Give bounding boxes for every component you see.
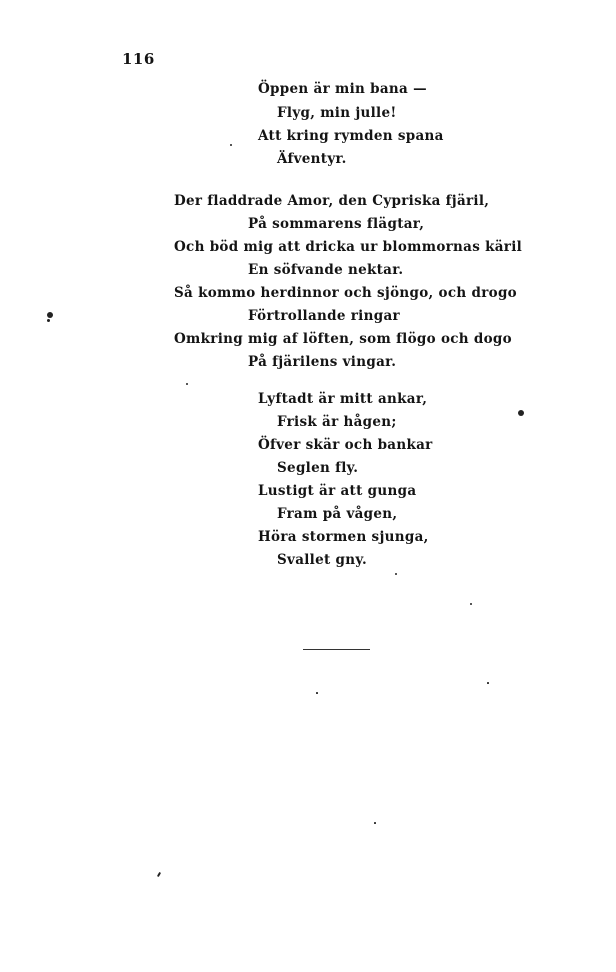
- poem-line: Lyftadt är mitt ankar,: [258, 391, 428, 407]
- poem-line: Och böd mig att dricka ur blommornas käril: [174, 239, 523, 255]
- ink-speck: [230, 144, 232, 146]
- ink-speck: [487, 682, 489, 684]
- poem-line: Äfventyr.: [277, 151, 347, 167]
- poem-line: Lustigt är att gunga: [258, 483, 417, 499]
- poem-line: På fjärilens vingar.: [248, 354, 397, 370]
- end-rule: [303, 649, 370, 650]
- ink-speck: [374, 822, 376, 824]
- poem-line: Flyg, min julle!: [277, 105, 397, 121]
- ink-speck: [518, 410, 524, 416]
- poem-line: Öfver skär och bankar: [258, 437, 433, 453]
- ink-speck: [157, 872, 161, 877]
- poem-line: Seglen fly.: [277, 460, 359, 476]
- poem-line: Att kring rymden spana: [258, 128, 444, 144]
- poem-line: Fram på vågen,: [277, 506, 398, 522]
- page-number: 116: [122, 50, 155, 68]
- ink-speck: [470, 603, 472, 605]
- ink-speck: [47, 319, 50, 322]
- ink-speck: [316, 692, 318, 694]
- ink-speck: [186, 383, 188, 385]
- poem-line: Svallet gny.: [277, 552, 367, 568]
- poem-line: På sommarens flägtar,: [248, 216, 425, 232]
- ink-speck: [395, 573, 397, 575]
- poem-line: Förtrollande ringar: [248, 308, 400, 324]
- poem-line: Så kommo herdinnor och sjöngo, och drogo: [174, 285, 517, 301]
- poem-line: Frisk är hågen;: [277, 414, 397, 430]
- ink-speck: [47, 312, 53, 318]
- poem-line: Omkring mig af löften, som flögo och dogo: [174, 331, 512, 347]
- poem-line: En söfvande nektar.: [248, 262, 404, 278]
- poem-line: Höra stormen sjunga,: [258, 529, 429, 545]
- poem-line: Öppen är min bana —: [258, 81, 427, 97]
- poem-line: Der fladdrade Amor, den Cypriska fjäril,: [174, 193, 490, 209]
